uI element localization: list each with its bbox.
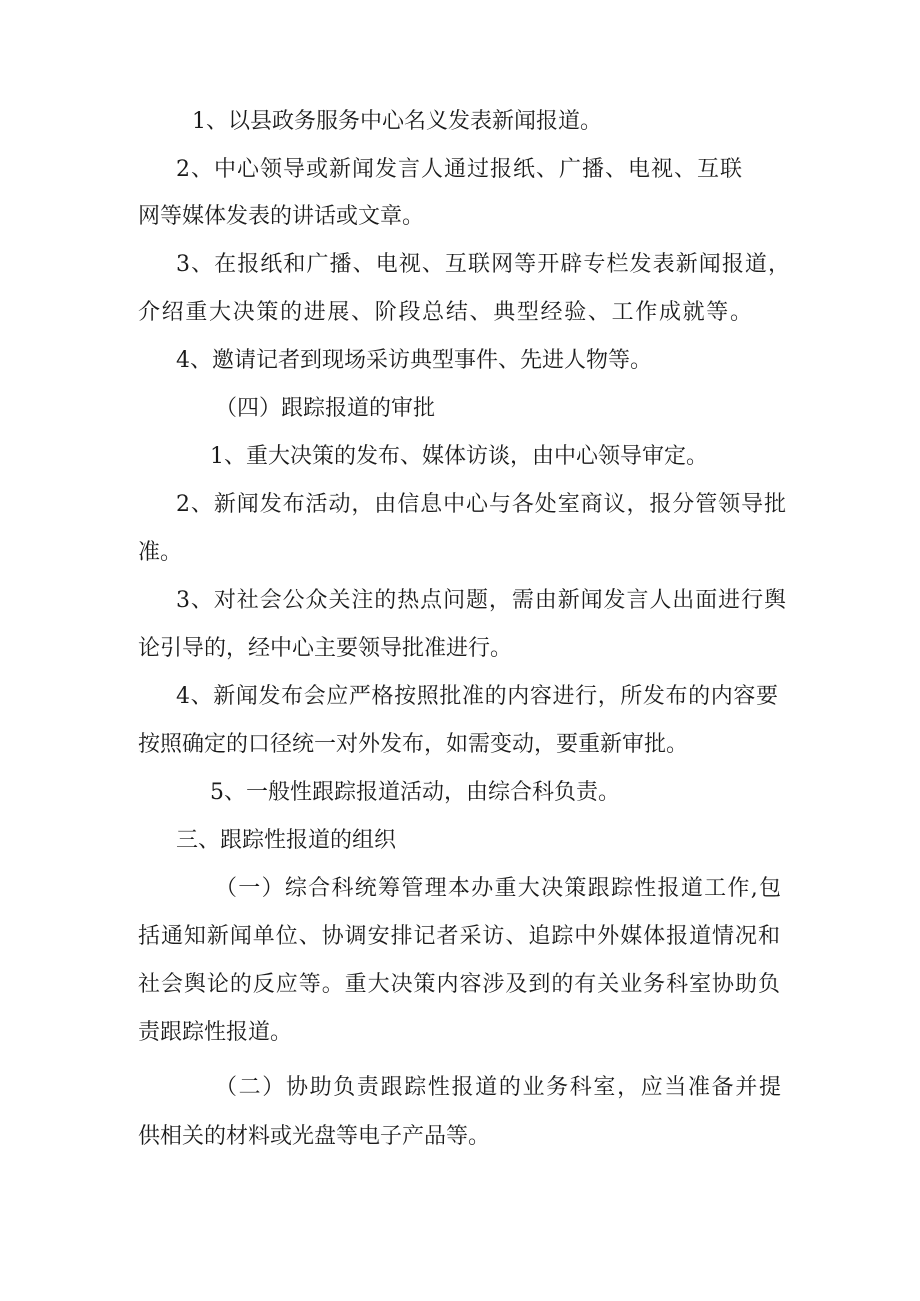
text-line: 1、重大决策的发布、媒体访谈，由中心领导审定。 xyxy=(210,444,708,469)
text-line: 按照确定的口径统一对外发布，如需变动，要重新审批。 xyxy=(138,732,689,757)
text-line: 3、对社会公众关注的热点问题，需由新闻发言人出面进行舆 xyxy=(176,588,786,613)
text-line: 社会舆论的反应等。重大决策内容涉及到的有关业务科室协助负 xyxy=(138,972,780,997)
text-line: （二）协助负责跟踪性报道的业务科室，应当准备并提 xyxy=(215,1075,781,1100)
text-line: 4、新闻发布会应严格按照批准的内容进行，所发布的内容要 xyxy=(176,684,778,709)
text-line: 责跟踪性报道。 xyxy=(138,1020,293,1045)
text-line: （一）综合科统筹管理本办重大决策跟踪性报道工作,包 xyxy=(215,876,781,901)
text-line: 网等媒体发表的讲话或文章。 xyxy=(138,204,425,229)
text-line: 2、中心领导或新闻发言人通过报纸、广播、电视、互联 xyxy=(176,157,742,182)
text-line: 介绍重大决策的进展、阶段总结、典型经验、工作成就等。 xyxy=(138,300,752,325)
text-line: 论引导的，经中心主要领导批准进行。 xyxy=(138,636,513,661)
text-line: 4、邀请记者到现场采访典型事件、先进人物等。 xyxy=(176,348,652,373)
text-line: 括通知新闻单位、协调安排记者采访、追踪中外媒体报道情况和 xyxy=(138,924,780,949)
text-line: 3、在报纸和广播、电视、互联网等开辟专栏发表新闻报道， xyxy=(176,252,790,277)
text-line: 1、以县政务服务中心名义发表新闻报道。 xyxy=(192,109,602,134)
section-heading: 三、跟踪性报道的组织 xyxy=(176,828,397,853)
text-line: 5、一般性跟踪报道活动，由综合科负责。 xyxy=(210,780,620,805)
text-line: 准。 xyxy=(138,540,183,565)
section-heading: （四）跟踪报道的审批 xyxy=(215,396,436,421)
text-line: 2、新闻发布活动，由信息中心与各处室商议，报分管领导批 xyxy=(176,492,786,517)
text-line: 供相关的材料或光盘等电子产品等。 xyxy=(138,1124,491,1149)
